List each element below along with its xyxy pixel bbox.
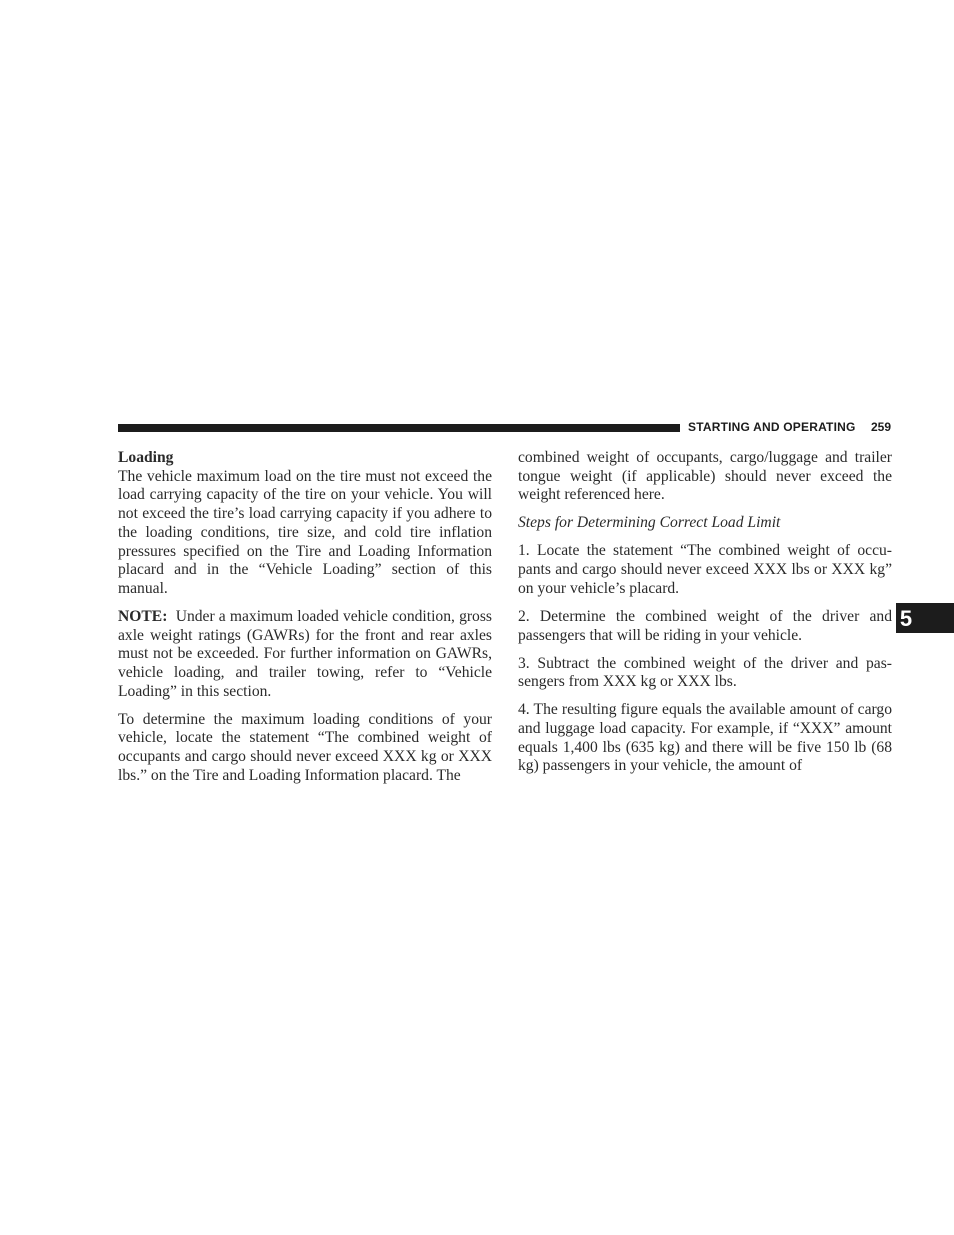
running-header-title: STARTING AND OPERATING xyxy=(688,420,856,434)
page-number: 259 xyxy=(871,420,892,434)
header-rule xyxy=(118,424,680,432)
note-text: Under a maximum loaded vehicle condition, gross axle weight ratings (GAWRs) for the front and rear axles must not be exceeded. For further information on GAWRs, vehicle loading, and trailer towing, refer to “Vehicle Loading” in this section. xyxy=(118,607,492,700)
step-2: 2. Determine the combined weight of the driver and passengers that will be riding in your vehicle. xyxy=(518,607,892,644)
continued-paragraph: combined weight of occupants, cargo/luggage and trailer tongue weight (if applicable) should never exceed the weight referenced here. xyxy=(518,449,892,504)
note-label: NOTE: xyxy=(118,607,168,625)
section-heading: Loading xyxy=(118,449,174,466)
max-loading-paragraph: To determine the maximum loading conditions of your vehicle, locate the statement “The combined weight of occupants and cargo should never exceed XXX kg or XXX lbs.” on the Tire and Loading Information placard. The xyxy=(118,710,492,784)
step-3: 3. Subtract the combined weight of the driver and passengers from XXX kg or XXX lbs. xyxy=(518,654,892,691)
left-column xyxy=(118,449,492,795)
note-paragraph xyxy=(118,608,492,702)
step-1: 1. Locate the statement “The combined weight of occupants and cargo should never exceed XXX lbs or XXX kg” on your vehicle’s placard. xyxy=(518,542,892,597)
chapter-tab xyxy=(896,603,954,633)
chapter-number: 5 xyxy=(899,606,913,631)
step-4: 4. The resulting figure equals the available amount of cargo and luggage load capacity. For example, if “XXX” amount equals 1,400 lbs (635 kg) and there will be five 150 lb (68 kg) passengers in your vehicle, the amount of xyxy=(518,701,892,775)
right-column xyxy=(518,449,892,785)
steps-subheading: Steps for Determining Correct Load Limit xyxy=(518,514,781,532)
loading-paragraph: The vehicle maximum load on the tire must not exceed the load carrying capacity of the tire on your vehicle. You will not exceed the tire’s load carrying capacity if you adhere to the loading conditions, tire size, and cold tire inflation pressures specified on the Tire and Loading Information placard and in the “Vehicle Loading” section of this manual. xyxy=(118,467,492,597)
